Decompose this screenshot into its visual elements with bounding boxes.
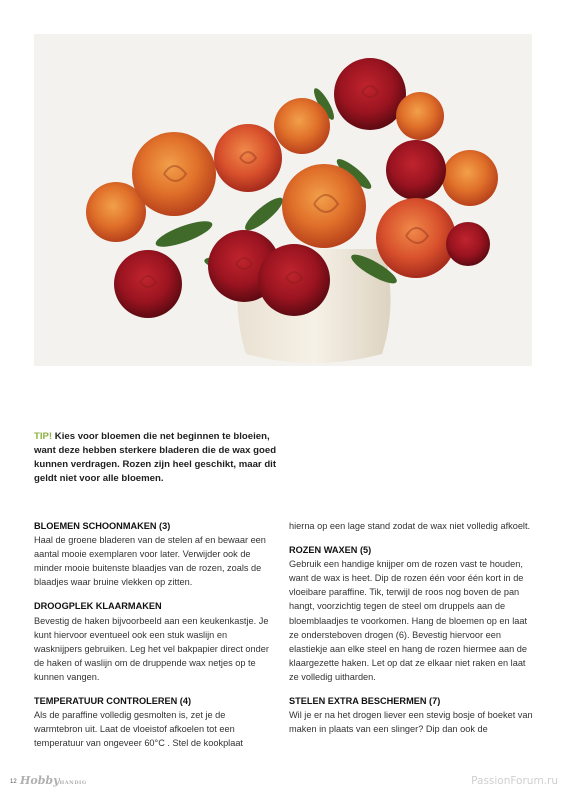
logo-suffix: HANDIG — [59, 780, 87, 786]
magazine-logo — [20, 774, 87, 787]
section-title: DROOGPLEK KLAARMAKEN — [34, 601, 162, 612]
roses-photo — [34, 34, 532, 366]
section-body: Als de paraffine volledig gesmolten is, zet je de warmtebron uit. Laat de vloeistof afkoelen tot een temperatuur van ongeveer 60°C . Stel de kookplaat — [34, 710, 243, 749]
page-footer — [0, 772, 566, 800]
section-body: Bevestig de haken bijvoorbeeld aan een keukenkastje. Je kunt hiervoor eventueel ook een stuk waslijn en wasknijpers gebruiken. Leg het vel bakpapier direct onder de haken of waslijn om de druppende wax netjes op te kunnen vangen. — [34, 615, 269, 682]
roses-illustration — [34, 34, 532, 366]
section-title: TEMPERATUUR CONTROLEREN (4) — [34, 696, 192, 707]
left-column — [34, 519, 270, 760]
section-stelen-extra-beschermen — [289, 694, 533, 736]
section-droogplek-klaarmaken — [34, 599, 270, 684]
section-rozen-waxen — [289, 543, 533, 684]
section-title: ROZEN WAXEN (5) — [289, 545, 372, 556]
page-number: 12 — [10, 779, 17, 785]
tip-text: Kies voor bloemen die net beginnen te bloeien, want deze hebben sterkere bladeren die de wax goed kunnen verdragen. Rozen zijn heel geschikt, maar dit geldt niet voor alle bloemen. — [34, 431, 277, 484]
section-body: Wil je er na het drogen liever een stevig bosje of boeket van maken in plaats van een slinger? Dip dan ook de — [289, 710, 533, 735]
logo-text: Hobby — [20, 774, 60, 787]
section-body: Gebruik een handige knijper om de rozen vast te houden, want de wax is heet. Dip de rozen één voor één kort in de vloeibare paraffine. Tik, terwijl de roos nog boven de pan hangt, voorzichtig tegen de steel om druppels aan de bloemblaadjes te voorkomen. Hang de bloemen op en laat ze ondersteboven drogen (6). Bevestig hiervoor een elastiekje aan elke steel en hang de rozen hiermee aan de klaargezette haken. Let op dat ze elkaar niet raken en laat ze volledig uitharden. — [289, 559, 528, 682]
section-title: BLOEMEN SCHOONMAKEN (3) — [34, 521, 171, 531]
watermark: PassionForum.ru — [471, 775, 558, 787]
section-temperatuur-controleren — [34, 694, 270, 750]
tip-box — [34, 430, 284, 486]
continued-text: hierna op een lage stand zodat de wax niet volledig afkoelt. — [289, 521, 531, 531]
section-body: Haal de groene bladeren van de stelen af en bewaar een aantal mooie exemplaren voor later. Verwijder ook de minder mooie buitenste blaadjes van de rozen, zoals de blaadjes waar bruine vlekken op zitten. — [34, 535, 266, 588]
section-title: STELEN EXTRA BESCHERMEN (7) — [289, 696, 441, 707]
tip-label: TIP! — [34, 431, 53, 442]
right-column — [289, 519, 533, 746]
section-bloemen-schoonmaken — [34, 519, 270, 589]
